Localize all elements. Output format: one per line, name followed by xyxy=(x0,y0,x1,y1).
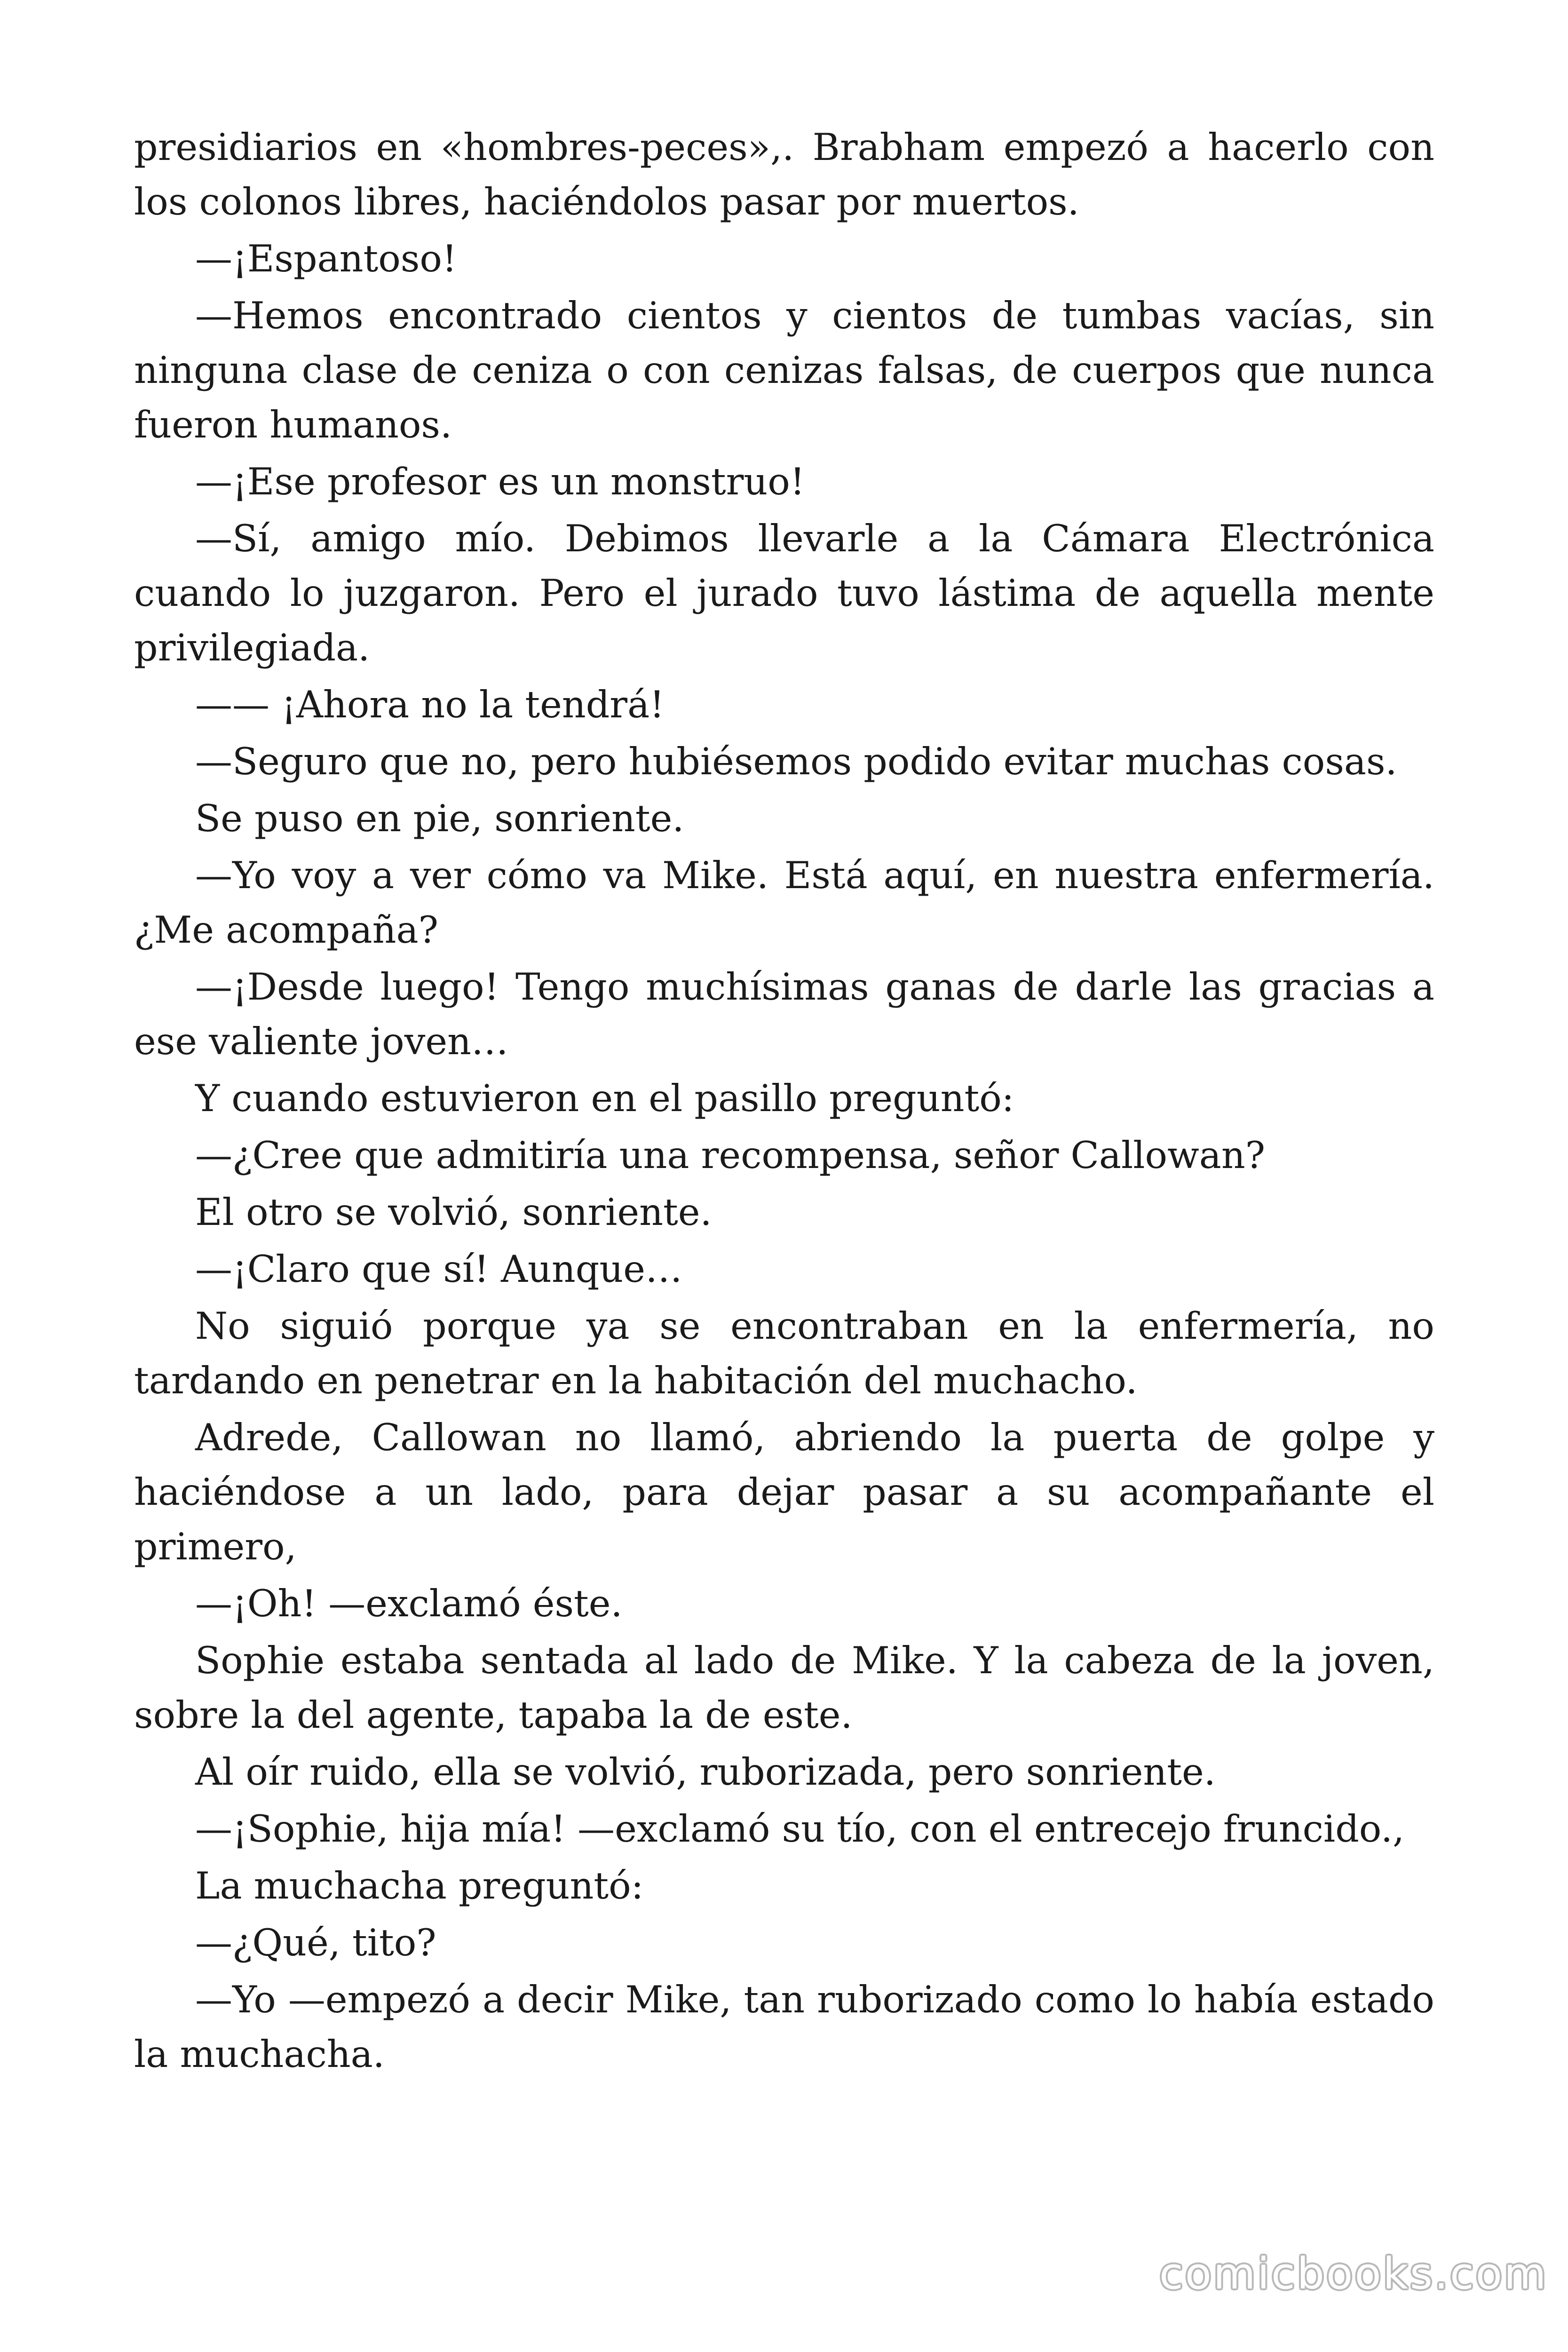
paragraph-21: La muchacha preguntó: xyxy=(195,1864,644,1907)
paragraph-17: —¡Oh! —exclamó éste. xyxy=(195,1582,623,1625)
paragraph-20: —¡Sophie, hija mía! —exclamó su tío, con el entrecejo fruncido., xyxy=(195,1807,1405,1851)
paragraph-8: Se puso en pie, sonriente. xyxy=(195,797,684,840)
paragraph-9: —Yo voy a ver cómo va Mike. Está aquí, en nuestra enfermería. ¿Me acompaña? xyxy=(134,854,1434,952)
paragraph-11: Y cuando estuvieron en el pasillo preguntó: xyxy=(195,1077,1014,1120)
paragraph-13: El otro se volvió, sonriente. xyxy=(195,1191,712,1234)
paragraph-19: Al oír ruido, ella se volvió, ruborizada, pero sonriente. xyxy=(195,1750,1216,1794)
paragraph-7: —Seguro que no, pero hubiésemos podido evitar muchas cosas. xyxy=(195,740,1397,783)
paragraph-23: —Yo —empezó a decir Mike, tan ruborizado como lo había estado la muchacha. xyxy=(134,1978,1434,2076)
site-watermark: comicbooks.com xyxy=(1159,2249,1548,2299)
paragraph-10: —¡Desde luego! Tengo muchísimas ganas de darle las gracias a ese valiente joven… xyxy=(134,965,1434,1063)
paragraph-4: —¡Ese profesor es un monstruo! xyxy=(195,460,805,503)
paragraph-16: Adrede, Callowan no llamó, abriendo la puerta de golpe y haciéndose a un lado, para dejar pasar a su acompañante el primero, xyxy=(134,1416,1434,1568)
paragraph-6: —— ¡Ahora no la tendrá! xyxy=(195,683,665,726)
paragraph-2: —¡Espantoso! xyxy=(195,237,457,280)
paragraph-1: presidiarios en «hombres-peces»,. Brabham empezó a hacerlo con los colonos libres, haciéndolos pasar por muertos. xyxy=(134,126,1434,223)
paragraph-5: —Sí, amigo mío. Debimos llevarle a la Cámara Electrónica cuando lo juzgaron. Pero el jurado tuvo lástima de aquella mente privilegiada. xyxy=(134,517,1434,669)
paragraph-18: Sophie estaba sentada al lado de Mike. Y la cabeza de la joven, sobre la del agente, tapaba la de este. xyxy=(134,1639,1434,1737)
paragraph-15: No siguió porque ya se encontraban en la enfermería, no tardando en penetrar en la habitación del muchacho. xyxy=(134,1304,1434,1402)
paragraph-12: —¿Cree que admitiría una recompensa, señor Callowan? xyxy=(195,1134,1266,1177)
paragraph-3: —Hemos encontrado cientos y cientos de tumbas vacías, sin ninguna clase de ceniza o con cenizas falsas, de cuerpos que nunca fueron humanos. xyxy=(134,294,1434,446)
paragraph-14: —¡Claro que sí! Aunque… xyxy=(195,1248,682,1291)
paragraph-22: —¿Qué, tito? xyxy=(195,1921,436,1964)
page-body-text xyxy=(134,120,1434,2084)
